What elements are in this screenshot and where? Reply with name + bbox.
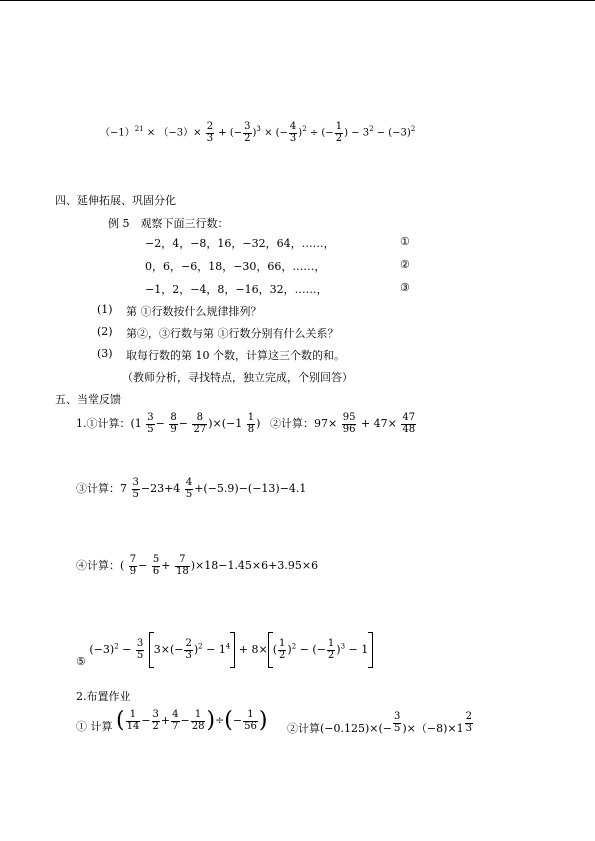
example-title: 例 5 观察下面三行数： <box>108 217 229 230</box>
problem-2: ②计算：97× $\frac{95}{96}$ + 47× $\frac{47}{48}$ <box>270 412 416 435</box>
fraction: $\frac{8}{9}$ <box>170 412 177 435</box>
question-2-num: (2) <box>97 325 113 338</box>
row-2-mark: ② <box>400 258 410 271</box>
fraction: $\frac{8}{27}$ <box>193 412 207 435</box>
problem-5: ⑤ $(-3)^2$ − $\frac{3}{5}$ 3×(− $\frac{2}{3}$ )$^2 - 1^4 + 8\times$ ( $\frac{1}{2}$ )$^2$ − (− $\frac{1}{2}$ )$^3$ − 1 <box>76 632 373 668</box>
teacher-note: （教师分析，寻找特点，独立完成，个别回答） <box>122 371 353 384</box>
left-paren: ( <box>224 708 233 733</box>
row-2: 0，6，−6，18，−30，66，……， <box>145 260 326 273</box>
question-1-num: (1) <box>97 303 113 316</box>
fraction: $\frac{95}{96}$ <box>342 412 356 435</box>
problem-1: 1.①计算：(1 $\frac{3}{5}$ − $\frac{8}{9}$ − $\frac{8}{27}$ )×(−1 $\frac{1}{8}$ ) <box>76 412 261 435</box>
row-3-mark: ③ <box>400 281 410 294</box>
left-paren: ( <box>116 708 125 733</box>
fraction: $\frac{1}{56}$ <box>244 709 257 732</box>
fraction: $\frac{1}{2}$ <box>335 121 343 144</box>
fraction: $\frac{5}{6}$ <box>152 554 160 577</box>
expr-exponent: 21 <box>134 125 144 134</box>
fraction: $\frac{2}{3}$ <box>185 638 192 661</box>
row-3: −1，2，−4，8，−16，32，……， <box>145 283 328 296</box>
right-bracket <box>368 632 373 668</box>
section4-title: 四、延伸拓展、巩固分化 <box>55 194 176 207</box>
fraction: $\frac{3}{5}$ <box>394 711 401 734</box>
problem-4: ④计算：( $\frac{7}{9}$ − $\frac{5}{6}$ + $\frac{7}{18}$ )×18−1.45×6+3.95×6 <box>76 554 319 577</box>
problem-3: ③计算：7 $\frac{3}{5}$ −23+4 $\frac{4}{5}$ +(−5.9)−(−13)−4.1 <box>76 477 307 500</box>
fraction: $\frac{7}{9}$ <box>129 554 137 577</box>
question-2: 第②，③行数与第 ①行数分别有什么关系？ <box>126 327 339 340</box>
fraction: $\frac{1}{28}$ <box>191 709 205 732</box>
fraction: $\frac{47}{48}$ <box>402 412 416 435</box>
fraction: $\frac{2}{3}$ <box>465 711 472 734</box>
fraction: $\frac{3}{2}$ <box>244 121 251 144</box>
fraction: $\frac{7}{18}$ <box>175 554 189 577</box>
top-rule <box>0 0 595 1</box>
expression-top: $(-1)^{21} \times (-3)\times$ $\frac{2}{3}$ + (− $\frac{3}{2}$ )$^3$ × (− $\frac{4}{3}$ )$^2$ ÷ (− $\frac{1}{2}$ ) − $3^2 - (-3)^2$ <box>100 121 416 144</box>
row-1: −2，4，−8，16，−32，64，……， <box>145 237 335 250</box>
fraction: $\frac{4}{3}$ <box>289 121 297 144</box>
row-1-mark: ① <box>400 235 410 248</box>
fraction: $\frac{1}{2}$ <box>327 638 335 661</box>
fraction: $\frac{3}{5}$ <box>132 477 139 500</box>
homework-1: ① 计算 ( $\frac{1}{14}$ − $\frac{3}{2}$ + $\frac{4}{7}$ − $\frac{1}{28}$ )÷(− $\frac{1}{56}$ ) <box>76 708 268 733</box>
right-paren: ) <box>206 708 216 733</box>
expr-mid: × （−3）× <box>143 127 205 139</box>
right-paren: ) <box>258 708 268 733</box>
fraction: $\frac{3}{2}$ <box>152 709 159 732</box>
section5-title: 五、当堂反馈 <box>55 393 121 406</box>
fraction: $\frac{2}{3}$ <box>206 121 214 144</box>
fraction: $\frac{3}{5}$ <box>136 638 144 661</box>
fraction: $\frac{1}{8}$ <box>247 412 255 435</box>
fraction: $\frac{4}{5}$ <box>185 477 193 500</box>
fraction: $\frac{3}{5}$ <box>147 412 154 435</box>
question-3-num: (3) <box>97 347 113 360</box>
homework-2: ②计算(−0.125)×(− $\frac{3}{5}$ )×（−8)×1 $\frac{2}{3}$ <box>287 711 472 735</box>
question-3: 取每行数的第 10 个数，计算这三个数的和。 <box>126 349 345 362</box>
question-1: 第 ①行数按什么规律排列？ <box>126 305 262 318</box>
homework-title: 2.布置作业 <box>76 690 131 703</box>
fraction: $\frac{1}{14}$ <box>126 709 140 732</box>
expr-prefix: （−1） <box>100 127 135 139</box>
fraction: $\frac{4}{7}$ <box>172 709 179 732</box>
fraction: $\frac{1}{2}$ <box>279 638 286 661</box>
